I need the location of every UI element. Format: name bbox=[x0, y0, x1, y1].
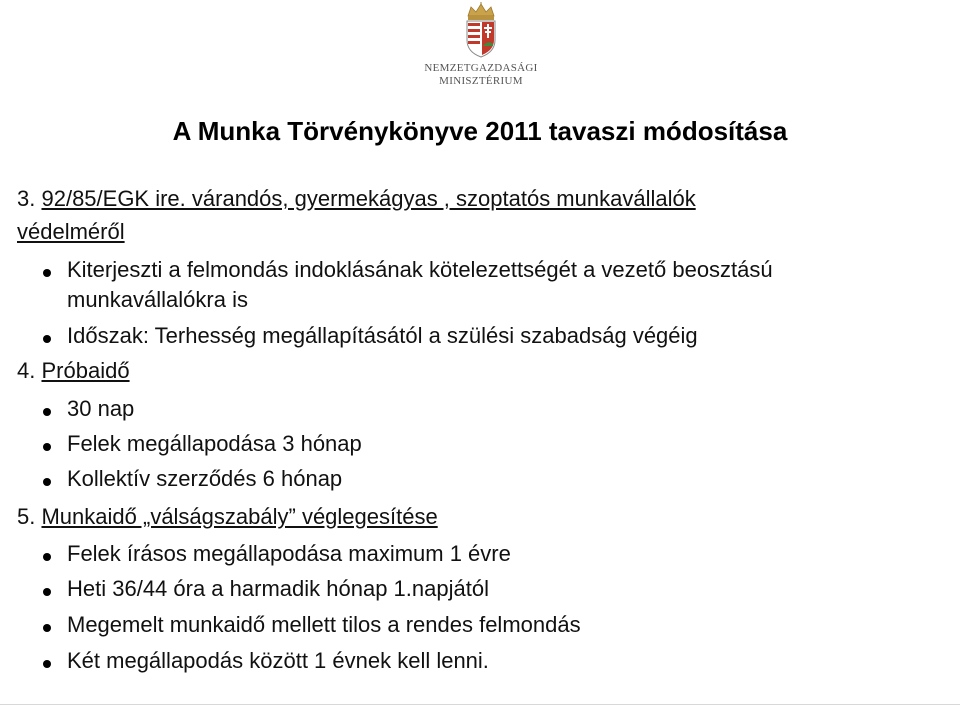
list-item bbox=[17, 648, 489, 674]
list-item bbox=[17, 612, 581, 638]
list-item bbox=[17, 576, 489, 602]
list-item bbox=[17, 323, 698, 349]
ministry-name bbox=[418, 62, 544, 88]
list-item-text: Megemelt munkaidő mellett tilos a rendes felmondás bbox=[67, 612, 581, 637]
list-item bbox=[17, 396, 134, 422]
list-item bbox=[17, 466, 342, 492]
ministry-name-line2: MINISZTÉRIUM bbox=[439, 75, 523, 87]
coat-of-arms-icon bbox=[462, 2, 500, 58]
list-item-text: Időszak: Terhesség megállapításától a szülési szabadság végéig bbox=[67, 323, 698, 348]
list-item-text: Felek írásos megállapodása maximum 1 évre bbox=[67, 541, 511, 566]
list-item-text: Kiterjeszti a felmondás indoklásának kötelezettségét a vezető beosztású bbox=[67, 257, 773, 282]
section-number: 3. bbox=[17, 186, 36, 211]
section-heading bbox=[17, 358, 130, 384]
section-heading bbox=[17, 186, 696, 212]
list-item bbox=[17, 541, 511, 567]
section-heading-text: Próbaidő bbox=[41, 358, 130, 383]
ministry-logo bbox=[418, 2, 544, 94]
ministry-name-line1: NEMZETGAZDASÁGI bbox=[424, 62, 538, 74]
list-item bbox=[17, 431, 362, 457]
section-heading-continuation bbox=[17, 219, 125, 245]
list-item-text: Felek megállapodása 3 hónap bbox=[67, 431, 362, 456]
section-heading-text: védelméről bbox=[17, 219, 125, 244]
list-item-text: Heti 36/44 óra a harmadik hónap 1.napjától bbox=[67, 576, 489, 601]
list-item-continuation bbox=[17, 287, 248, 313]
list-item-text: munkavállalókra is bbox=[67, 287, 248, 312]
section-heading-text: Munkaidő „válságszabály” véglegesítése bbox=[41, 504, 438, 529]
page-title: A Munka Törvénykönyve 2011 tavaszi módosítása bbox=[172, 116, 788, 146]
section-heading-text: 92/85/EGK ire. várandós, gyermekágyas , szoptatós munkavállalók bbox=[41, 186, 696, 211]
page-bottom-divider bbox=[0, 704, 960, 705]
list-item bbox=[17, 257, 773, 283]
section-number: 4. bbox=[17, 358, 36, 383]
section-heading bbox=[17, 504, 438, 530]
list-item-text: Két megállapodás között 1 évnek kell lenni. bbox=[67, 648, 489, 673]
section-number: 5. bbox=[17, 504, 36, 529]
list-item-text: Kollektív szerződés 6 hónap bbox=[67, 466, 343, 491]
list-item-text: 30 nap bbox=[67, 396, 135, 421]
